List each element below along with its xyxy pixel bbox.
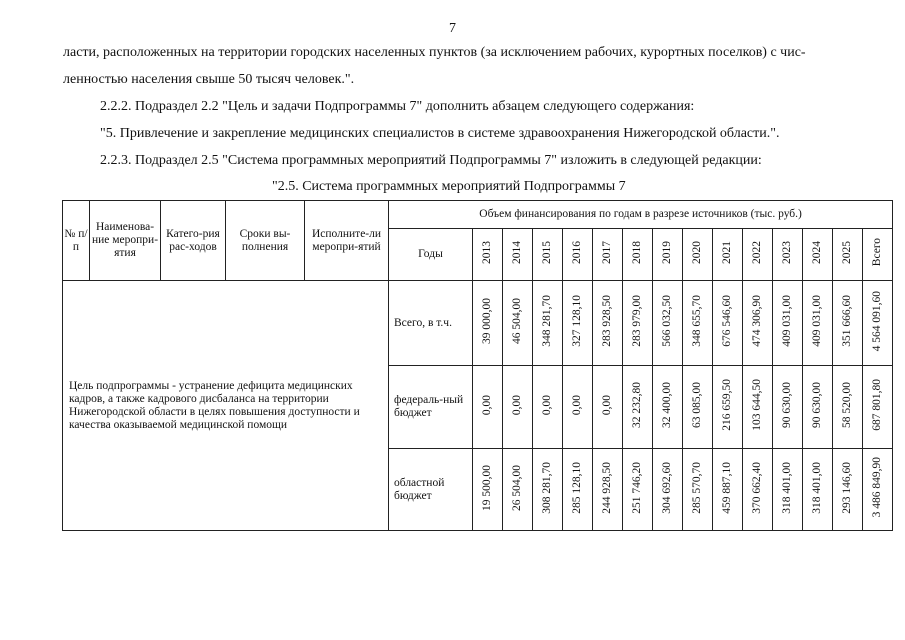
- value-cell: [473, 449, 503, 531]
- header-name: Наименова-ние меропри-ятия: [90, 201, 161, 281]
- header-executor: Исполните-ли меропри-ятий: [305, 201, 389, 281]
- value-cell: [623, 366, 653, 449]
- value: 63 085,00: [691, 382, 703, 428]
- value: 90 630,00: [811, 382, 823, 428]
- year-label: Всего: [871, 238, 884, 267]
- value-cell: [773, 281, 803, 366]
- value-cell: [713, 449, 743, 531]
- year-label: 2020: [691, 241, 703, 264]
- value-cell: [653, 281, 683, 366]
- value-cell: [683, 281, 713, 366]
- value: 3 486 849,90: [871, 457, 884, 518]
- value-cell: [503, 281, 533, 366]
- value: 0,00: [481, 394, 493, 416]
- value: 676 546,60: [721, 295, 733, 347]
- year-label: 2018: [631, 241, 643, 264]
- page-number: 7: [449, 21, 456, 36]
- header-num: № п/п: [63, 201, 90, 281]
- value: 474 306,90: [751, 295, 763, 347]
- value: 283 928,50: [601, 295, 613, 347]
- value: 0,00: [511, 394, 523, 416]
- value: 32 232,80: [631, 382, 643, 428]
- year-header: [623, 229, 653, 281]
- value: 32 400,00: [661, 382, 673, 428]
- year-header: [863, 229, 893, 281]
- source-label: областной бюджет: [389, 449, 473, 531]
- header-terms: Сроки вы-полнения: [226, 201, 305, 281]
- year-header: [713, 229, 743, 281]
- year-label: 2022: [751, 241, 763, 264]
- value: 409 031,00: [781, 295, 793, 347]
- value: 318 401,00: [781, 461, 793, 514]
- value-cell: [563, 366, 593, 449]
- value-cell: [773, 449, 803, 531]
- value-cell: [803, 366, 833, 449]
- value-cell: [833, 366, 863, 449]
- table-row: [63, 281, 893, 366]
- paragraph-line: "5. Привлечение и закрепление медицинских специалистов в системе здравоохранения Нижегородской области.".: [100, 126, 780, 141]
- value-cell: [623, 281, 653, 366]
- year-label: 2019: [661, 241, 673, 264]
- value: 409 031,00: [811, 295, 823, 347]
- value: 318 401,00: [811, 461, 823, 514]
- value: 285 128,10: [571, 461, 583, 514]
- year-label: 2014: [511, 241, 523, 264]
- value-cell: [653, 366, 683, 449]
- value-cell: [833, 449, 863, 531]
- year-header: [593, 229, 623, 281]
- value-cell: [563, 449, 593, 531]
- value-cell: [503, 449, 533, 531]
- header-category: Катего-рия рас-ходов: [161, 201, 226, 281]
- value: 0,00: [601, 394, 613, 416]
- paragraph-line: ласти, расположенных на территории городских населенных пунктов (за исключением рабочих, курортных поселков) с чис-: [63, 45, 806, 60]
- source-label: Всего, в т.ч.: [389, 281, 473, 366]
- goal-text: Цель подпрограммы - устранение дефицита медицинских кадров, а также кадрового дисбаланса на территории Нижегородской области в целях повышения доступности и качества оказываемой медицинской помощи: [63, 281, 389, 531]
- header-funding: Объем финансирования по годам в разрезе источников (тыс. руб.): [389, 201, 893, 229]
- value-cell: [863, 366, 893, 449]
- value-cell: [533, 281, 563, 366]
- year-header: [833, 229, 863, 281]
- header-years-label: Годы: [389, 229, 473, 281]
- paragraph-line: ленностью населения свыше 50 тысяч человек.".: [63, 72, 355, 87]
- value: 46 504,00: [511, 298, 523, 344]
- year-header: [803, 229, 833, 281]
- value: 0,00: [541, 394, 553, 416]
- value-cell: [653, 449, 683, 531]
- value-cell: [803, 281, 833, 366]
- value: 283 979,00: [631, 295, 643, 347]
- value-cell: [713, 366, 743, 449]
- year-label: 2017: [601, 241, 613, 264]
- value-cell: [803, 449, 833, 531]
- value-cell: [593, 366, 623, 449]
- value: 370 662,40: [751, 461, 763, 514]
- value: 687 801,80: [871, 379, 884, 431]
- year-header: [503, 229, 533, 281]
- value-cell: [863, 449, 893, 531]
- year-label: 2024: [811, 241, 823, 264]
- year-label: 2021: [721, 241, 733, 264]
- value-cell: [593, 449, 623, 531]
- paragraph-line: 2.2.2. Подраздел 2.2 "Цель и задачи Подпрограммы 7" дополнить абзацем следующего содержания:: [100, 99, 695, 114]
- value-cell: [533, 449, 563, 531]
- year-label: 2013: [481, 241, 493, 264]
- value: 26 504,00: [511, 464, 523, 511]
- value-cell: [713, 281, 743, 366]
- value: 4 564 091,60: [871, 290, 884, 352]
- year-header: [533, 229, 563, 281]
- value: 39 000,00: [481, 298, 493, 344]
- value-cell: [683, 366, 713, 449]
- value: 19 500,00: [481, 464, 493, 511]
- value: 327 128,10: [571, 295, 583, 347]
- year-header: [653, 229, 683, 281]
- value: 285 570,70: [691, 461, 703, 514]
- value: 58 520,00: [841, 382, 853, 428]
- table-caption: "2.5. Система программных мероприятий Подпрограммы 7: [272, 179, 626, 194]
- value-cell: [743, 281, 773, 366]
- value-cell: [503, 366, 533, 449]
- year-label: 2015: [541, 241, 553, 264]
- year-header: [563, 229, 593, 281]
- value-cell: [863, 281, 893, 366]
- year-header: [683, 229, 713, 281]
- value: 459 887,10: [721, 461, 733, 514]
- value-cell: [473, 281, 503, 366]
- value-cell: [533, 366, 563, 449]
- value: 351 666,60: [841, 295, 853, 347]
- value: 308 281,70: [541, 461, 553, 514]
- value: 304 692,60: [661, 461, 673, 514]
- value-cell: [593, 281, 623, 366]
- year-label: 2025: [841, 241, 853, 264]
- year-header: [473, 229, 503, 281]
- paragraph-line: 2.2.3. Подраздел 2.5 "Система программных мероприятий Подпрограммы 7" изложить в следующей редакции:: [100, 153, 762, 168]
- value: 566 032,50: [661, 295, 673, 347]
- value: 348 281,70: [541, 295, 553, 347]
- value-cell: [563, 281, 593, 366]
- value-cell: [833, 281, 863, 366]
- value: 251 746,20: [631, 461, 643, 514]
- value: 0,00: [571, 394, 583, 416]
- value: 244 928,50: [601, 461, 613, 514]
- year-header: [773, 229, 803, 281]
- value: 293 146,60: [841, 461, 853, 514]
- value-cell: [683, 449, 713, 531]
- value-cell: [743, 366, 773, 449]
- funding-table: [62, 200, 893, 531]
- value-cell: [773, 366, 803, 449]
- year-label: 2023: [781, 241, 793, 264]
- value: 90 630,00: [781, 382, 793, 428]
- value-cell: [473, 366, 503, 449]
- value-cell: [623, 449, 653, 531]
- value: 216 659,50: [721, 379, 733, 431]
- source-label: федераль-ный бюджет: [389, 366, 473, 449]
- year-header: [743, 229, 773, 281]
- value: 348 655,70: [691, 295, 703, 347]
- year-label: 2016: [571, 241, 583, 264]
- value: 103 644,50: [751, 379, 763, 431]
- value-cell: [743, 449, 773, 531]
